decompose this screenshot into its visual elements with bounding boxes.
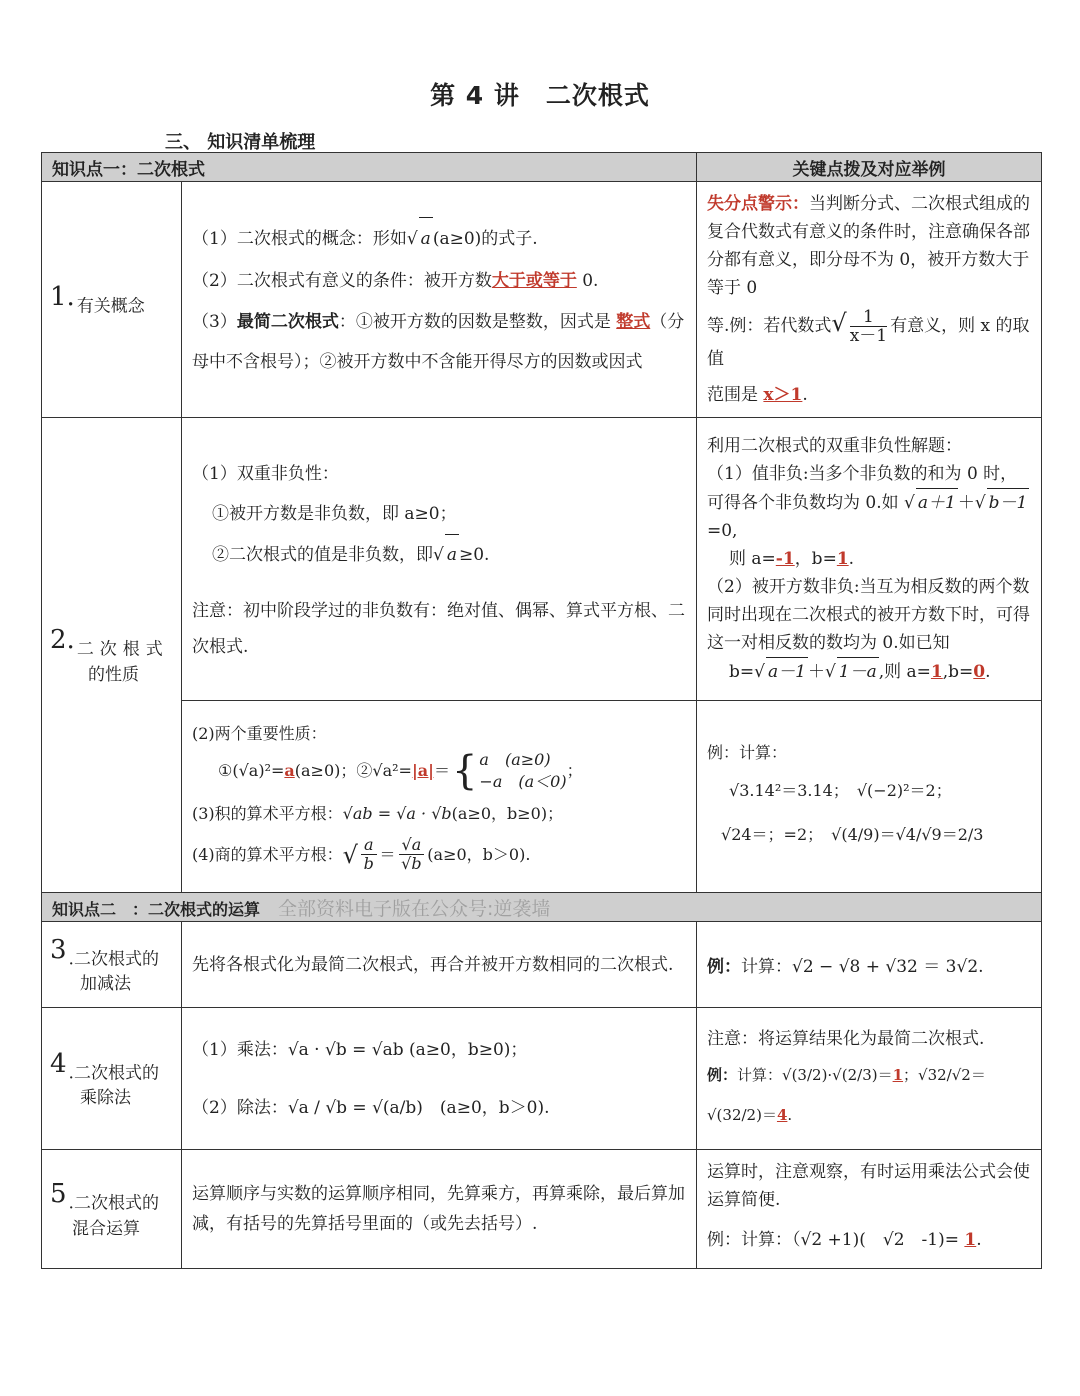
radicand: a xyxy=(446,544,457,565)
page-title: 第 4 讲 二次根式 xyxy=(430,81,650,110)
example-end: . xyxy=(787,1105,793,1124)
radicand: a－1 xyxy=(767,662,806,682)
table-row xyxy=(42,182,1042,418)
tip-text: 运算时，注意观察，有时运用乘法公式会使运算简便. xyxy=(707,1162,1030,1210)
table-row xyxy=(42,418,1042,701)
answer-fill: 大于或等于 xyxy=(491,271,577,291)
table-row xyxy=(42,1150,1042,1269)
topic-cell xyxy=(42,1150,182,1269)
concept-condition: (a≥0)的式子. xyxy=(432,229,538,249)
property-end: ≥0. xyxy=(458,544,490,565)
formula-text: √ab = √a · √b xyxy=(342,803,452,823)
answer-fill: 1 xyxy=(930,662,943,682)
radical-icon xyxy=(407,229,418,249)
table-header-row xyxy=(42,153,1042,182)
fraction xyxy=(850,308,887,345)
radical-icon xyxy=(975,493,986,513)
condition-end: 0. xyxy=(576,271,599,291)
topic-number: 4 xyxy=(50,1048,67,1079)
tip-end: . xyxy=(985,662,991,682)
property-heading: (2)两个重要性质： xyxy=(192,723,327,743)
answer-prefix: 范围是 xyxy=(707,385,764,405)
header-right: 关键点拨及对应举例 xyxy=(697,153,1042,182)
knowledge-table xyxy=(41,152,1042,1269)
warning-text: 当判断分式、二次根式组成的复合代数式有意义的条件时，注意确保各部分都有意义，即分母不为 0，被开方数大于等于 0 xyxy=(707,194,1030,298)
tip-text: 注意：将运算结果化为最简二次根式. xyxy=(707,1028,985,1049)
topic-name-2: 的性质 xyxy=(88,664,139,685)
radicand: a xyxy=(420,229,431,249)
example-label: 例：计算： xyxy=(707,742,788,762)
note-text: 注意：初中阶段学过的非负数有：绝对值、偶幂、算式平方根、二次根式. xyxy=(192,600,685,657)
tip-text: b= xyxy=(729,662,755,682)
example-formula: 计算：√(3/2)·√(2/3)＝ xyxy=(737,1065,893,1084)
answer-fill: 1 xyxy=(892,1065,904,1084)
topic-name-2: 乘除法 xyxy=(80,1088,131,1109)
topic-name: .二次根式的 xyxy=(68,1193,159,1214)
tip-end: =0, xyxy=(707,521,738,541)
example-formula: ；√32/√2＝√(32/2)＝ xyxy=(707,1065,986,1124)
simplest-text: ：①被开方数的因数是整数，因式是 xyxy=(338,312,617,332)
numerator: 1 xyxy=(850,308,887,327)
answer-fill: -1 xyxy=(775,549,795,569)
topic-name: .二次根式的 xyxy=(68,1063,159,1084)
tip-end: . xyxy=(848,549,855,569)
rule-text: （1）乘法：√a · √b = √ab (a≥0，b≥0)； xyxy=(192,1039,528,1060)
topic-number: 1. xyxy=(50,282,75,313)
formula-label: (3)积的算术平方根： xyxy=(192,803,343,823)
header-left: 知识点一：二次根式 xyxy=(42,153,697,182)
topic-cell xyxy=(42,1008,182,1150)
radicand: 1－a xyxy=(838,662,877,682)
case-item: a (a≥0) xyxy=(479,749,551,769)
concept-text: （1）二次根式的概念：形如 xyxy=(192,229,407,249)
tip-text: ,b= xyxy=(942,662,974,682)
answer-fill: 1 xyxy=(964,1230,977,1250)
condition-text: （2）二次根式有意义的条件：被开方数 xyxy=(192,271,492,291)
tip-cell xyxy=(697,922,1042,1008)
warning-label: 失分点警示： xyxy=(707,194,809,214)
answer-end: . xyxy=(802,385,808,405)
tip-cell xyxy=(697,182,1042,418)
item-index: （3） xyxy=(192,312,237,332)
radicand: a＋1 xyxy=(917,493,956,513)
example-text: 等.例：若代数式 xyxy=(707,316,832,336)
topic-cell xyxy=(42,922,182,1008)
topic-number: 5 xyxy=(50,1179,67,1210)
formula-condition: (a≥0，b≥0)； xyxy=(451,803,564,823)
tip-cell xyxy=(697,1150,1042,1269)
case-item: −a (a＜0) xyxy=(479,771,567,791)
section-title: 知识点二 ：二次根式的运算 xyxy=(52,899,261,919)
example-formula: 计算：√2 − √8 + √32 ＝ 3√2. xyxy=(741,957,984,977)
answer-fill: 4 xyxy=(776,1105,788,1124)
term-bold: 最简二次根式 xyxy=(236,312,339,332)
tip-cell: 利用二次根式的双重非负性解题： （1）值非负:当多个非负数的和为 0 时，可得各个非负数均为 0.如 √ a＋1 ＋√ b－1=0, 则 a=-1，b=1. （2）被开方数非负:当互为相反数的两个数同时出现在二次根式的被开方数下时，可得这一对相反数的数均为 0.如已知 b=√ a－1 ＋√ 1－a ,则 a=1,b=0. xyxy=(697,418,1042,701)
radical-icon xyxy=(343,835,358,875)
topic-number: 2. xyxy=(50,625,75,656)
example-text-end: 有意义，则 x 的取值 xyxy=(707,316,1030,369)
rule-text: （2）除法：√a / √b = √(a/b) (a≥0，b＞0). xyxy=(192,1097,550,1118)
property-item: ②二次根式的值是非负数，即 xyxy=(212,544,433,565)
property-item: ①被开方数是非负数，即 a≥0； xyxy=(212,503,457,524)
example-label: 例： xyxy=(707,1065,738,1084)
answer-fill: 0 xyxy=(973,662,986,682)
radical-icon xyxy=(433,545,444,565)
answer-fill: a xyxy=(284,760,295,780)
answer-fill: 1 xyxy=(836,549,849,569)
answer-fill: 整式 xyxy=(616,312,651,332)
tip-heading: 利用二次根式的双重非负性解题： xyxy=(707,436,962,456)
content-cell: (2)两个重要性质： ①(√a)²= a (a≥0)；②√a²= |a| ＝ { a (a≥0) −a (a＜0) ； (3)积的算术平方根：√ab = √a · √b(a≥0，b≥0)； (4)商的算术平方根： √ $\frac{a}{b}$ ＝ $\frac{√a}{√b}$ (a≥0，b＞0). xyxy=(182,701,697,893)
content-cell xyxy=(182,1008,697,1150)
property-heading: （1）双重非负性： xyxy=(192,463,339,484)
tip-text: ,则 a= xyxy=(878,662,931,682)
table-row xyxy=(42,701,1042,893)
topic-number: 3 xyxy=(50,934,67,965)
simplest-text-end: （分母中不含根号）；②被开方数中不含能开得尽方的因数或因式 xyxy=(192,312,685,372)
denominator: x－1 xyxy=(849,326,888,346)
content-cell: 运算顺序与实数的运算顺序相同，先算乘方，再算乘除，最后算加减，有括号的先算括号里面的（或先去括号）. xyxy=(182,1150,697,1269)
example-formula: √24＝；=2； √(4/9)＝√4/√9＝2/3 xyxy=(721,824,984,844)
example-label: 例： xyxy=(707,957,741,977)
formula-label: (4)商的算术平方根： xyxy=(192,844,343,864)
watermark: 全部资料电子版在公众号:逆袭墙 xyxy=(278,897,551,920)
table-row xyxy=(42,1008,1042,1150)
answer-fill: |a| xyxy=(411,760,434,780)
table-row xyxy=(42,922,1042,1008)
topic-name: 二次根式 xyxy=(76,639,169,660)
radical-icon xyxy=(831,309,846,337)
section-heading: 三、 知识清单梳理 xyxy=(165,132,316,153)
radical-icon xyxy=(825,662,836,682)
tip-cell xyxy=(697,1008,1042,1150)
tip-text: （1）值非负:当多个非负数的和为 0 时，可得各个非负数均为 0.如 xyxy=(707,464,1018,513)
radicand: b－1 xyxy=(988,493,1028,513)
topic-name: 有关概念 xyxy=(76,296,145,317)
tip-text: （2）被开方数非负:当互为相反数的两个数同时出现在二次根式的被开方数下时，可得这一对相反数的数均为 0.如已知 xyxy=(707,577,1030,653)
tip-text: ，b= xyxy=(794,549,837,569)
topic-cell xyxy=(42,418,182,893)
content-cell: 先将各根式化为最简二次根式，再合并被开方数相同的二次根式. xyxy=(182,922,697,1008)
section-row xyxy=(42,893,1042,922)
radical-icon xyxy=(904,493,915,513)
topic-name-2: 加减法 xyxy=(80,974,131,995)
formula-text: ①(√a)²= xyxy=(218,760,285,780)
formula-condition: (a≥0，b＞0). xyxy=(427,844,531,864)
topic-cell xyxy=(42,182,182,418)
section-header xyxy=(42,893,1042,922)
topic-name: .二次根式的 xyxy=(68,949,159,970)
formula-text: (a≥0)；②√a²= xyxy=(294,760,412,780)
example-formula: 例：计算：（√2 +1)( √2 -1)= xyxy=(707,1230,965,1250)
content-cell xyxy=(182,418,697,701)
example-end: . xyxy=(976,1230,982,1250)
radical-icon xyxy=(754,662,765,682)
example-formula: √3.14²＝3.14； √(−2)²＝2； xyxy=(729,780,952,800)
tip-cell xyxy=(697,701,1042,893)
content-cell xyxy=(182,182,697,418)
answer-fill: x＞1 xyxy=(763,385,803,405)
tip-text: 则 a= xyxy=(729,549,776,569)
topic-name-2: 混合运算 xyxy=(72,1218,140,1239)
